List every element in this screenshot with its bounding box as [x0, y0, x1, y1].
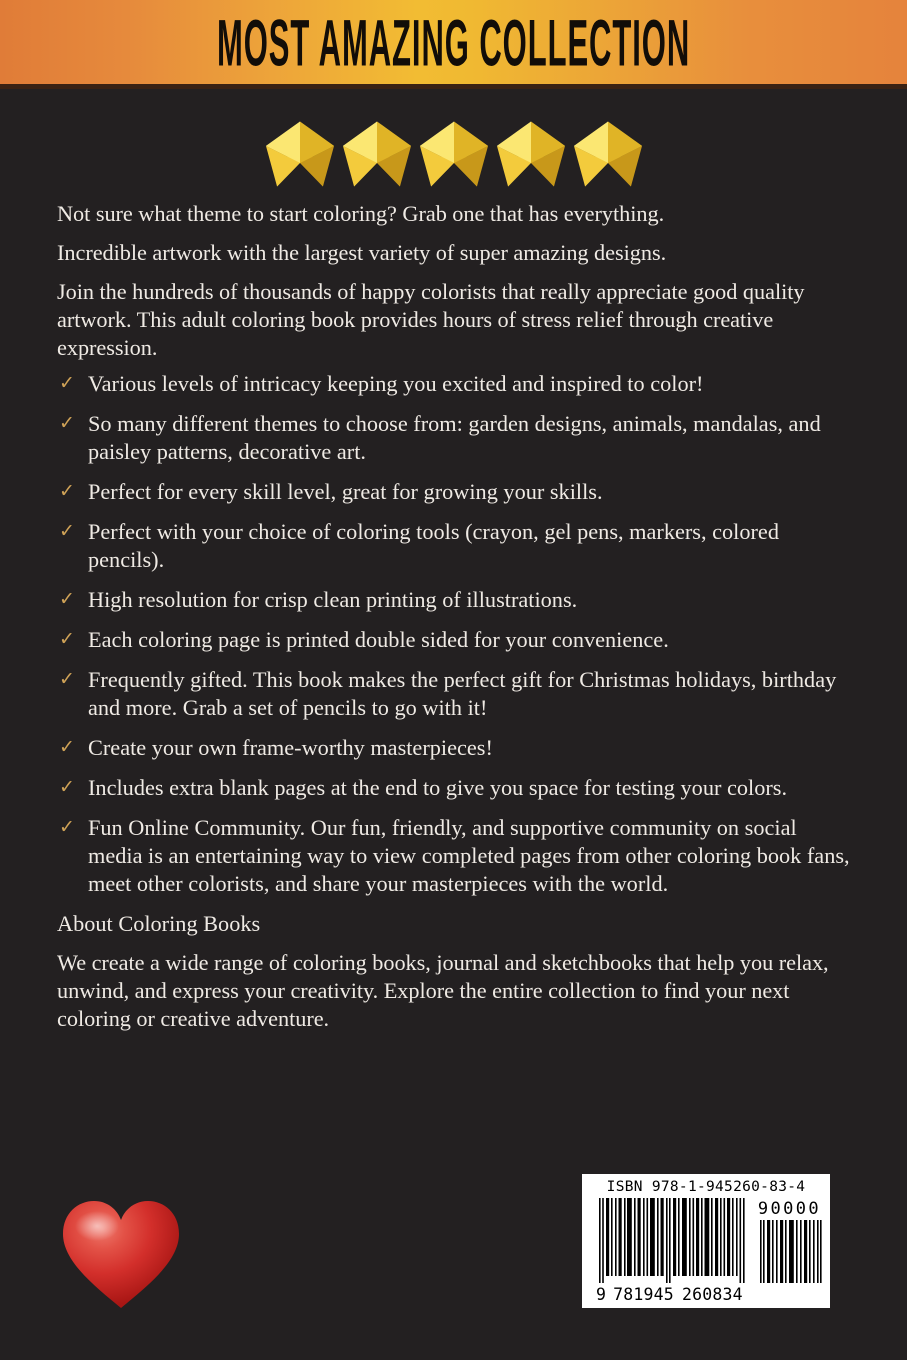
list-item	[57, 518, 852, 574]
star-icon	[340, 118, 414, 190]
star-icon	[494, 118, 568, 190]
about-paragraph: We create a wide range of coloring books, journal and sketchbooks that help you relax, unwind, and express your creativity. Explore the entire collection to find your next coloring or creative adventure.	[57, 950, 829, 1031]
list-item-text: Includes extra blank pages at the end to give you space for testing your colors.	[88, 775, 788, 800]
isbn-text: ISBN 978-1-945260-83-4	[606, 1179, 806, 1195]
list-item	[57, 478, 852, 506]
ean-digits	[596, 1285, 743, 1304]
star-icon	[263, 118, 337, 190]
about-heading: About Coloring Books	[57, 911, 261, 936]
list-item	[57, 774, 852, 802]
list-item-text: Perfect with your choice of coloring tools (crayon, gel pens, markers, colored pencils).	[88, 519, 779, 572]
list-item	[57, 734, 852, 762]
barcode	[582, 1174, 830, 1308]
list-item	[57, 814, 852, 898]
check-icon: ✓	[59, 628, 75, 650]
ean-group-1: 781945	[613, 1285, 674, 1304]
check-icon: ✓	[59, 588, 75, 610]
star-rating	[0, 116, 907, 192]
check-icon: ✓	[59, 412, 75, 434]
intro-paragraph-1: Not sure what theme to start coloring? Grab one that has everything.	[57, 201, 665, 226]
intro-paragraph-3: Join the hundreds of thousands of happy colorists that really appreciate good quality artwork. This adult coloring book provides hours of stress relief through creative expression.	[57, 279, 805, 360]
list-item-text: Perfect for every skill level, great for growing your skills.	[88, 479, 603, 504]
check-icon: ✓	[59, 816, 75, 838]
check-icon: ✓	[59, 668, 75, 690]
list-item-text: Each coloring page is printed double sided for your convenience.	[88, 627, 669, 652]
list-item-text: So many different themes to choose from: garden designs, animals, mandalas, and paisley patterns, decorative art.	[88, 411, 821, 464]
intro-paragraph-2: Incredible artwork with the largest variety of super amazing designs.	[57, 240, 667, 265]
ean-lead-digit: 9	[596, 1285, 607, 1304]
barcode-bars-addon	[760, 1220, 822, 1283]
ean-group-2: 260834	[681, 1285, 743, 1304]
price-addon-digits: 90000	[757, 1199, 821, 1219]
list-item	[57, 666, 852, 722]
list-item	[57, 410, 852, 466]
list-item-text: Fun Online Community. Our fun, friendly, and supportive community on social media is an entertaining way to view completed pages from other coloring book fans, meet other colorists, and share your masterpieces with the world.	[88, 815, 850, 896]
check-icon: ✓	[59, 520, 75, 542]
heart-graphic	[57, 1196, 185, 1312]
feature-list	[57, 370, 852, 898]
list-item-text: Various levels of intricacy keeping you excited and inspired to color!	[88, 371, 704, 396]
banner-divider	[0, 84, 907, 89]
check-icon: ✓	[59, 372, 75, 394]
description-content	[57, 200, 852, 1044]
star-icon	[571, 118, 645, 190]
banner-title: MOST AMAZING COLLECTION	[216, 6, 691, 80]
check-icon: ✓	[59, 736, 75, 758]
barcode-bars-main	[599, 1198, 747, 1283]
list-item-text: Create your own frame-worthy masterpieces!	[88, 735, 493, 760]
list-item	[57, 626, 852, 654]
check-icon: ✓	[59, 480, 75, 502]
check-icon: ✓	[59, 776, 75, 798]
star-icon	[417, 118, 491, 190]
heart-icon	[57, 1196, 185, 1312]
header-banner	[0, 0, 907, 84]
list-item	[57, 370, 852, 398]
list-item-text: Frequently gifted. This book makes the perfect gift for Christmas holidays, birthday and more. Grab a set of pencils to go with it!	[88, 667, 837, 720]
list-item-text: High resolution for crisp clean printing of illustrations.	[88, 587, 578, 612]
list-item	[57, 586, 852, 614]
